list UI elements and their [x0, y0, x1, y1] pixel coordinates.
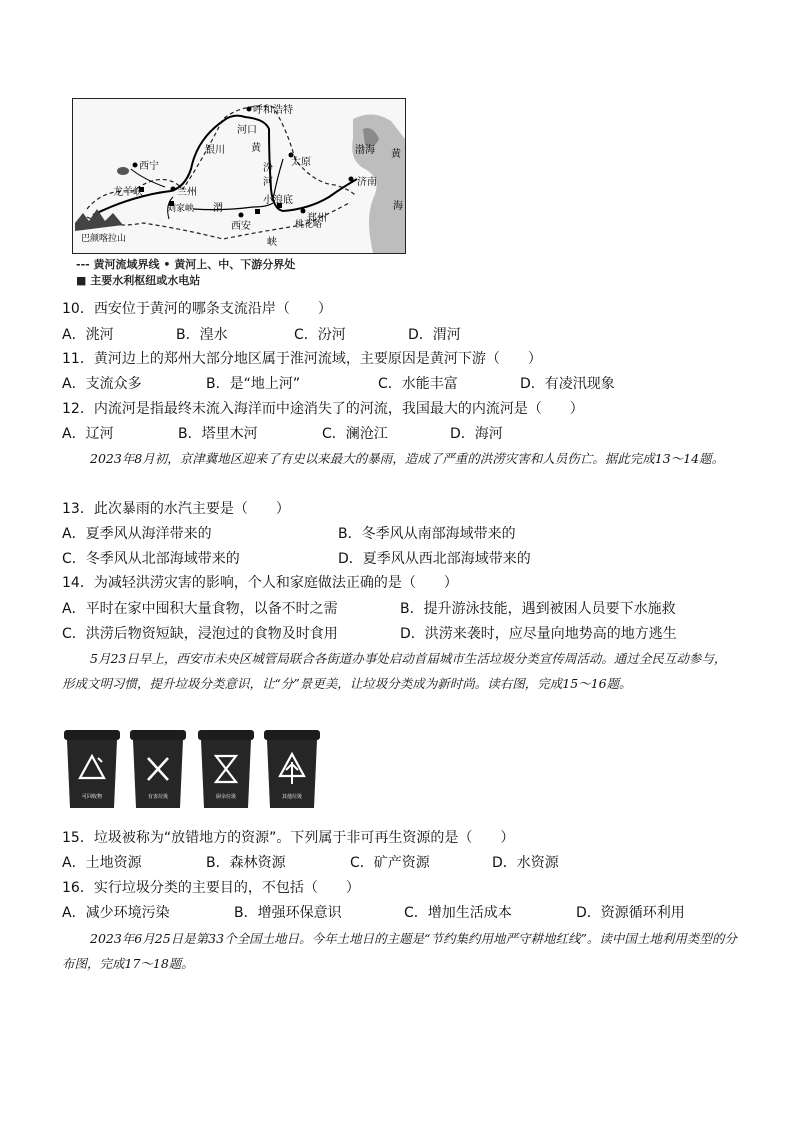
label-zhengzhou: 郑州: [307, 213, 327, 224]
bin-hazardous: [128, 728, 188, 810]
question-16-option-a[interactable]: A．减少环境污染: [62, 905, 170, 921]
map-legend-line2: ■ 主要水利枢纽或水电站: [76, 274, 201, 287]
question-12-option-b[interactable]: B．塔里木河: [178, 426, 258, 442]
map-legend-line1: --- 黄河流域界线 • 黄河上、中、下游分界处: [76, 258, 296, 271]
question-14-option-b[interactable]: B．提升游泳技能，遇到被困人员要下水施救: [400, 601, 676, 617]
question-11-option-c[interactable]: C．水能丰富: [378, 376, 458, 392]
bin-recyclable: [62, 728, 122, 810]
city-dot: [133, 163, 138, 168]
label-yinchuan: 银川: [205, 145, 225, 156]
label-sanmenxia: 峡: [267, 237, 277, 248]
label-hekou: 河口: [237, 125, 257, 136]
label-huang: 黄: [251, 143, 261, 154]
label-huanghai-a: 黄: [391, 149, 401, 160]
question-14-stem: 14．为减轻洪涝灾害的影响，个人和家庭做法正确的是（ ）: [62, 575, 458, 591]
question-13-stem: 13．此次暴雨的水汽主要是（ ）: [62, 501, 290, 517]
label-liujiaxia: 刘家峡: [167, 204, 195, 214]
question-16-option-b[interactable]: B．增强环保意识: [234, 905, 342, 921]
label-he: 河: [263, 177, 273, 188]
bin-label: 有害垃圾: [147, 794, 168, 800]
question-12-option-d[interactable]: D．海河: [450, 426, 503, 442]
city-dot: [171, 187, 176, 192]
fen-river: [273, 159, 283, 199]
label-huhehaote: 呼和浩特: [253, 105, 293, 116]
question-11-option-d[interactable]: D．有凌汛现象: [520, 376, 615, 392]
bin-label: 其他垃圾: [281, 794, 302, 800]
map-graphic: [73, 99, 405, 253]
mountain-range: [75, 209, 123, 231]
label-xian: 西安: [231, 221, 251, 232]
question-15-option-b[interactable]: B．森林资源: [206, 855, 286, 871]
passage-17-18: 2023年6月25日是第33个全国土地日。今年土地日的主题是“节约集约用地严守耕地红线”。读中国土地利用类型的分布图，完成17～18题。: [62, 931, 737, 971]
question-10-option-b[interactable]: B．湟水: [176, 327, 228, 343]
question-10-option-d[interactable]: D．渭河: [408, 327, 461, 343]
question-10-option-a[interactable]: A．洮河: [62, 327, 114, 343]
question-11-option-a[interactable]: A．支流众多: [62, 376, 142, 392]
city-dot: [301, 209, 306, 214]
label-jinan: 济南: [357, 177, 377, 188]
question-15-option-d[interactable]: D．水资源: [492, 855, 559, 871]
label-longyangxia: 龙羊峡: [113, 187, 143, 198]
question-11-option-b[interactable]: B．是“地上河”: [206, 376, 301, 392]
question-15-option-c[interactable]: C．矿产资源: [350, 855, 430, 871]
bin-kitchen: [196, 728, 256, 810]
passage-15-16: 5月23日早上，西安市未央区城管局联合各街道办事处启动首届城市生活垃圾分类宣传周活动。通过全民互动参与，形成文明习惯，提升垃圾分类意识，让“分”景更美，让垃圾分类成为新时尚。读右图，完成15～16题。: [62, 651, 727, 691]
question-13-option-c[interactable]: C．冬季风从北部海域带来的: [62, 551, 240, 567]
city-dot: [247, 107, 252, 112]
question-14-option-a[interactable]: A．平时在家中囤积大量食物，以备不时之需: [62, 601, 338, 617]
bin-other: [262, 728, 322, 810]
passage-13-14: 2023年8月初，京津冀地区迎来了有史以来最大的暴雨，造成了严重的洪涝灾害和人员伤亡。据此完成13～14题。: [90, 451, 725, 466]
wei-river: [193, 203, 273, 210]
question-15-stem: 15．垃圾被称为“放错地方的资源”。下列属于非可再生资源的是（ ）: [62, 830, 515, 846]
label-lanzhou: 兰州: [177, 187, 197, 198]
city-dot: [239, 213, 244, 218]
label-bayankala: 巴颜喀拉山: [81, 234, 127, 244]
bin-label: 可回收物: [81, 794, 102, 800]
question-16-option-d[interactable]: D．资源循环利用: [576, 905, 685, 921]
question-10-option-c[interactable]: C．汾河: [294, 327, 346, 343]
label-bohai: 渤海: [355, 145, 375, 156]
qinghai-lake: [117, 167, 129, 175]
question-12-option-c[interactable]: C．澜沧江: [322, 426, 388, 442]
city-dot: [349, 177, 354, 182]
label-taiyuan: 太原: [291, 157, 311, 168]
question-16-stem: 16．实行垃圾分类的主要目的，不包括（ ）: [62, 880, 360, 896]
question-13-option-b[interactable]: B．冬季风从南部海域带来的: [338, 526, 516, 542]
question-11-stem: 11．黄河边上的郑州大部分地区属于淮河流域，主要原因是黄河下游（ ）: [62, 351, 542, 367]
question-12-option-a[interactable]: A．辽河: [62, 426, 114, 442]
label-xiaolangdi: 小浪底: [263, 195, 293, 206]
question-14-option-d[interactable]: D．洪涝来袭时，应尽量向地势高的地方逃生: [400, 626, 677, 642]
bin-label: 厨余垃圾: [215, 794, 236, 800]
question-12-stem: 12．内流河是指最终未流入海洋而中途消失了的河流，我国最大的内流河是（ ）: [62, 401, 584, 417]
label-huanghai-b: 海: [393, 201, 403, 212]
question-13-option-a[interactable]: A．夏季风从海洋带来的: [62, 526, 212, 542]
label-wei: 渭: [213, 203, 223, 214]
question-14-option-c[interactable]: C．洪涝后物资短缺，浸泡过的食物及时食用: [62, 626, 338, 642]
question-10-stem: 10．西安位于黄河的哪条支流沿岸（ ）: [62, 301, 332, 317]
yellow-river-map: [72, 98, 406, 254]
question-15-option-a[interactable]: A．土地资源: [62, 855, 142, 871]
label-taohuayu: 桃花峪: [295, 220, 323, 230]
question-16-option-c[interactable]: C．增加生活成本: [404, 905, 512, 921]
label-xining: 西宁: [139, 161, 159, 172]
dam-marker: [255, 209, 260, 214]
question-13-option-d[interactable]: D．夏季风从西北部海域带来的: [338, 551, 531, 567]
label-fen: 汾: [263, 163, 273, 174]
